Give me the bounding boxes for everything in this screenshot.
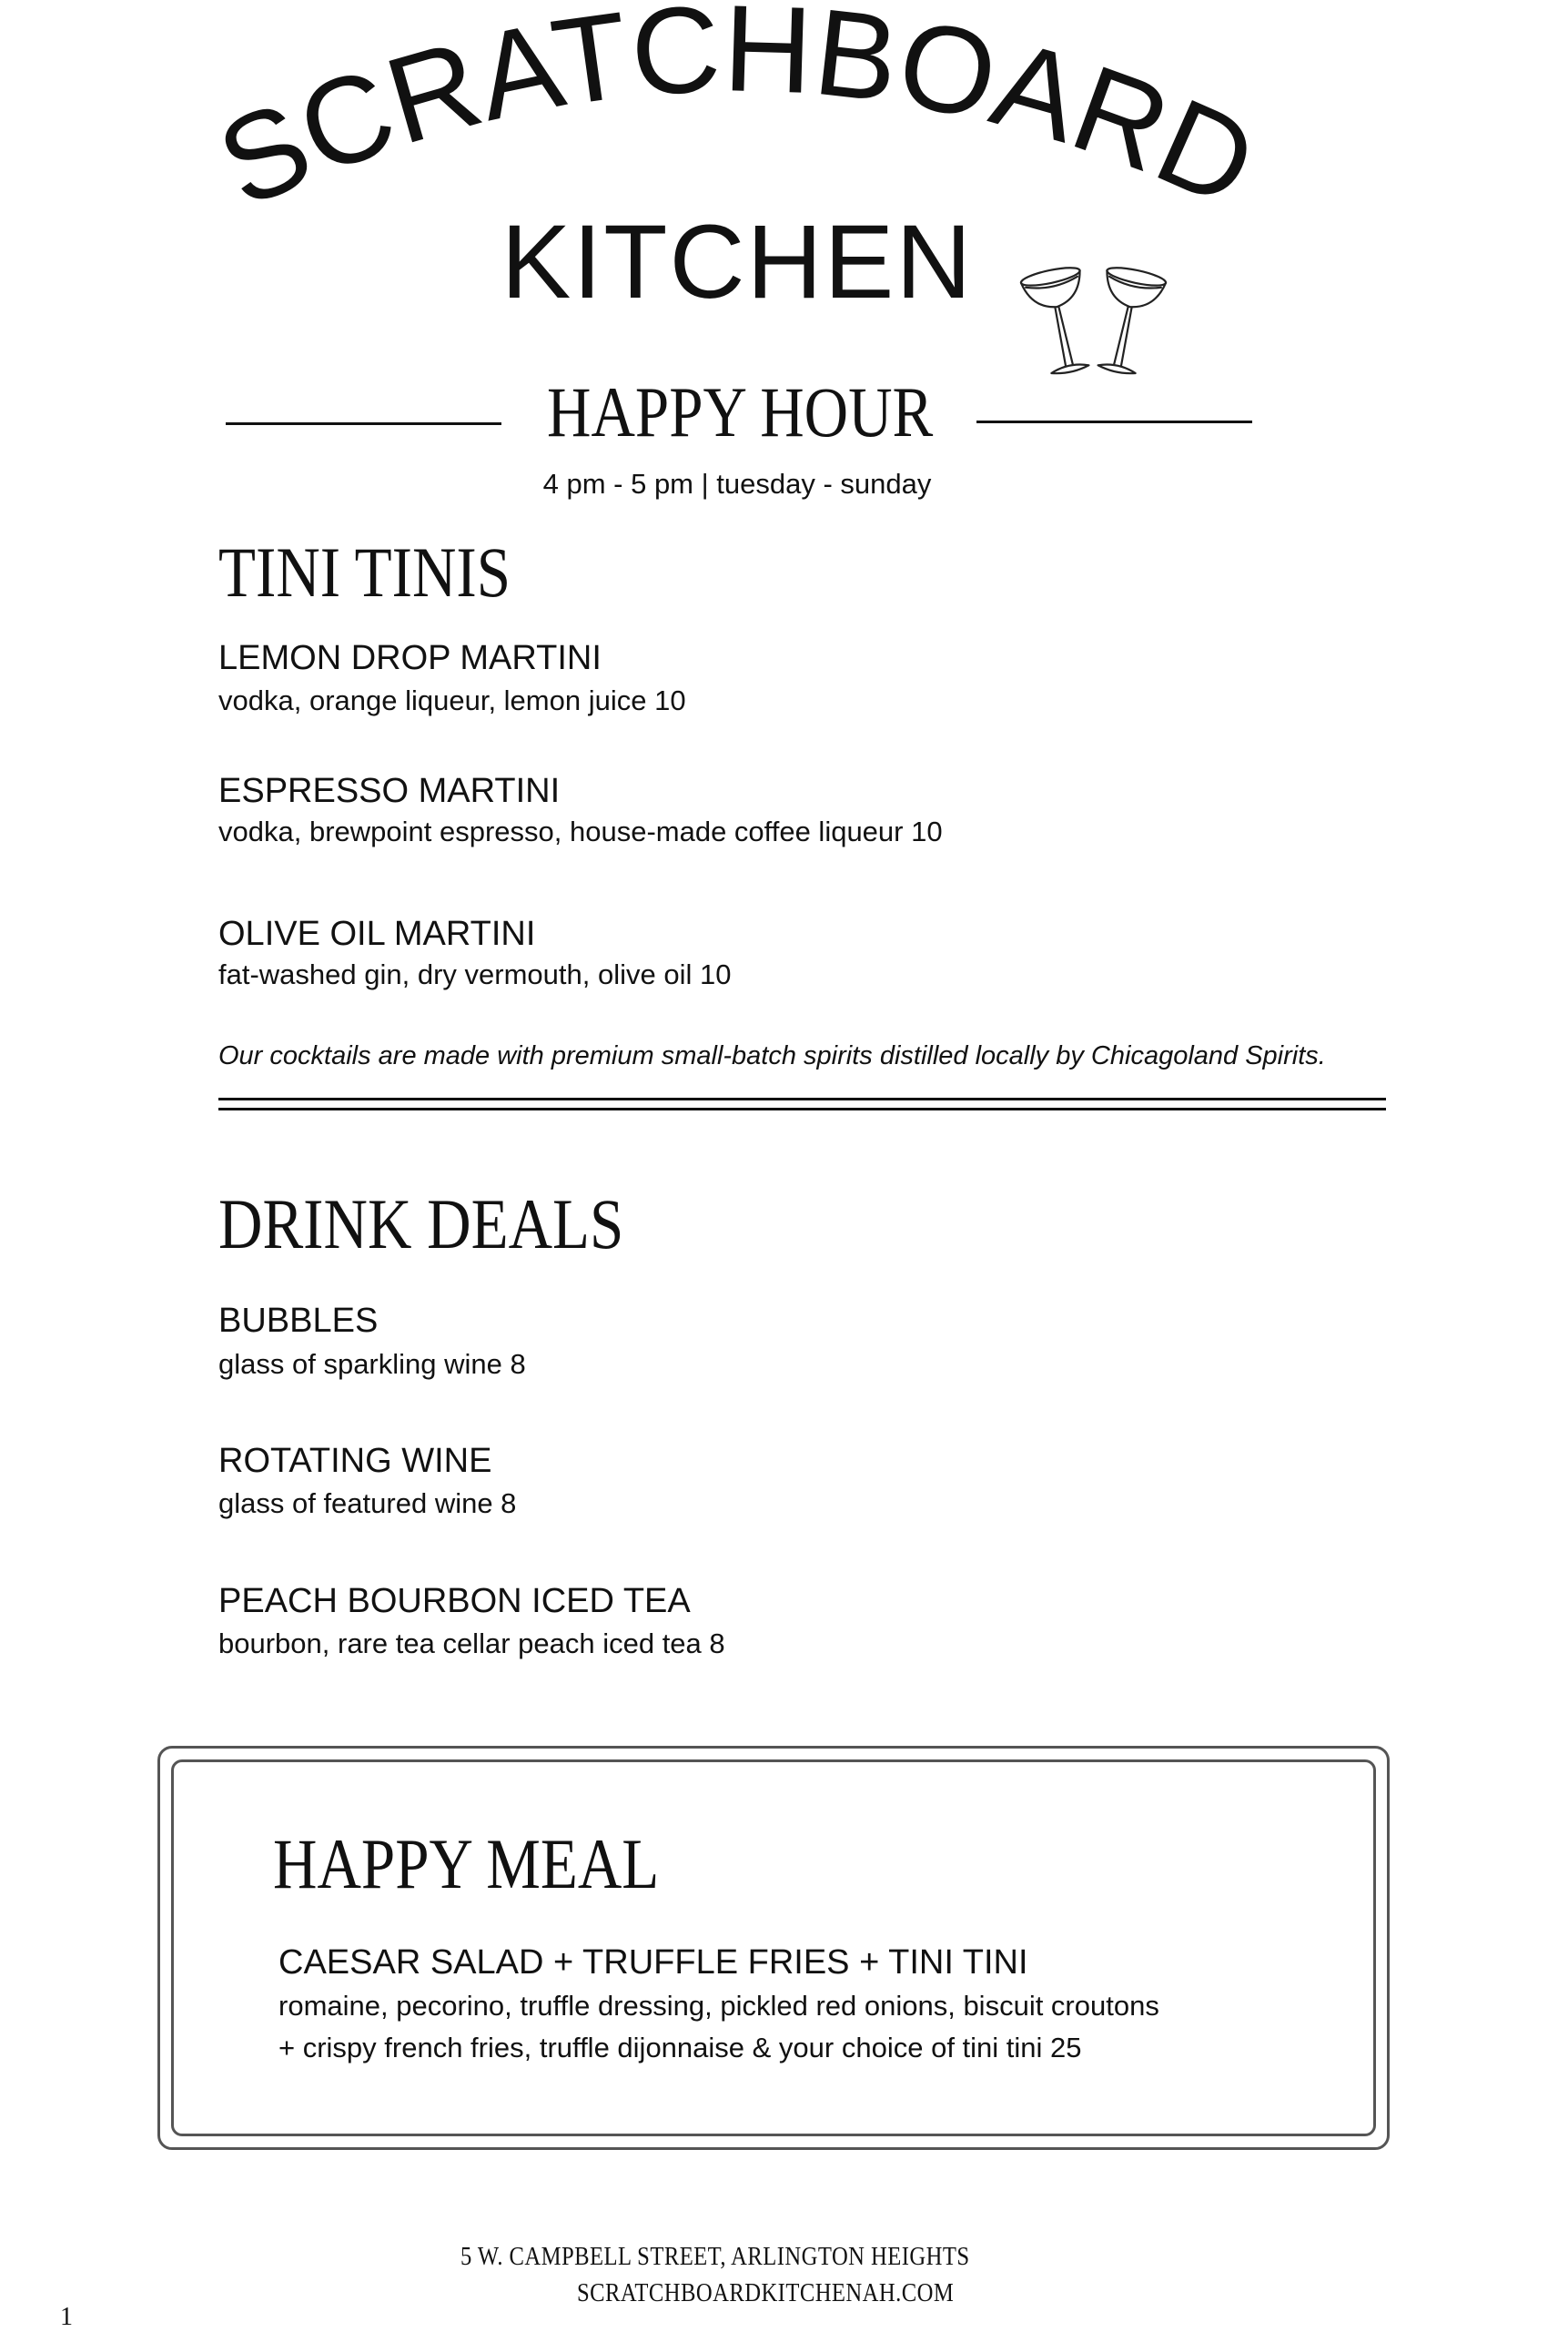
menu-item-name: OLIVE OIL MARTINI <box>218 915 536 953</box>
divider-right <box>976 421 1252 423</box>
menu-item-name: ESPRESSO MARTINI <box>218 772 561 810</box>
menu-item-desc: vodka, orange liqueur, lemon juice 10 <box>218 684 686 716</box>
happy-hour-time: 4 pm - 5 pm | tuesday - sunday <box>542 468 932 500</box>
section-title-happy-meal: HAPPY MEAL <box>273 1824 660 1903</box>
brand-name-line1: SCRATCHBOARD <box>198 0 1275 234</box>
footer-address: 5 W. CAMPBELL STREET, ARLINGTON HEIGHTS <box>460 2243 970 2271</box>
menu-item-name: LEMON DROP MARTINI <box>218 639 602 677</box>
happy-meal-desc-line2: + crispy french fries, truffle dijonnaise & your choice of tini tini 25 <box>278 2032 1082 2063</box>
menu-item-desc: fat-washed gin, dry vermouth, olive oil 10 <box>218 958 732 990</box>
section-title-tini-tinis: TINI TINIS <box>218 532 511 612</box>
menu-item-desc: bourbon, rare tea cellar peach iced tea 8 <box>218 1627 725 1659</box>
double-rule-top <box>218 1098 1386 1100</box>
brand-name-line2: KITCHEN <box>501 204 974 320</box>
menu-item-desc: glass of featured wine 8 <box>218 1487 517 1519</box>
menu-item-desc: glass of sparkling wine 8 <box>218 1348 526 1380</box>
menu-item-name: BUBBLES <box>218 1302 379 1340</box>
menu-item-name: ROTATING WINE <box>218 1442 492 1480</box>
menu-item-desc: vodka, brewpoint espresso, house-made coffee liqueur 10 <box>218 816 943 847</box>
page-number: 1 <box>60 2303 73 2331</box>
section-title-drink-deals: DRINK DEALS <box>218 1184 624 1263</box>
spirits-note: Our cocktails are made with premium small-batch spirits distilled locally by Chicagoland Spirits. <box>218 1041 1326 1070</box>
happy-hour-title: HAPPY HOUR <box>547 372 934 451</box>
happy-meal-desc-line1: romaine, pecorino, truffle dressing, pickled red onions, biscuit croutons <box>278 1990 1159 2022</box>
two-coupe-glasses-icon <box>1017 259 1172 387</box>
menu-item-name: PEACH BOURBON ICED TEA <box>218 1582 691 1620</box>
double-rule-bottom <box>218 1108 1386 1110</box>
happy-meal-item-name: CAESAR SALAD + TRUFFLE FRIES + TINI TINI <box>278 1943 1028 1982</box>
divider-left <box>226 422 501 425</box>
footer-website: SCRATCHBOARDKITCHENAH.COM <box>577 2279 955 2307</box>
